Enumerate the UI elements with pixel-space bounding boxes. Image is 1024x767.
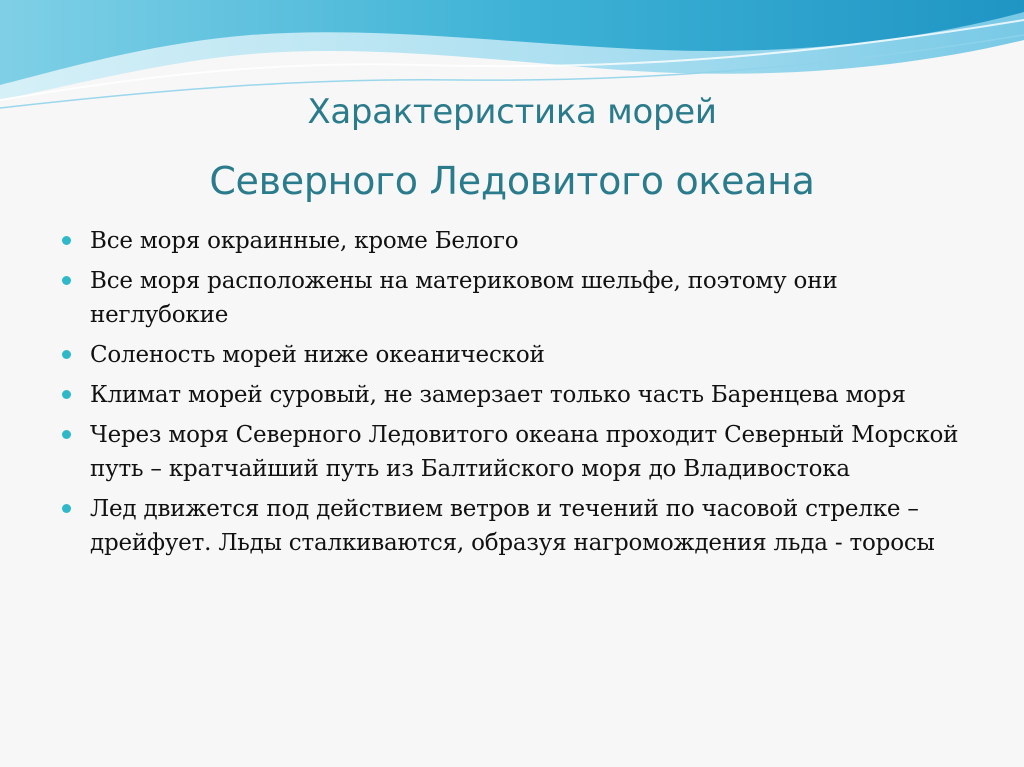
list-item-text: Соленость морей ниже океанической — [90, 342, 545, 368]
bullet-dot-icon — [62, 276, 71, 285]
title-line-1: Характеристика морей — [307, 92, 717, 132]
list-item — [62, 378, 962, 412]
list-item-text: Все моря расположены на материковом шельфе, поэтому они неглубокие — [90, 268, 838, 328]
list-item — [62, 264, 962, 332]
list-item — [62, 338, 962, 372]
list-item — [62, 418, 962, 486]
list-item-text: Климат морей суровый, не замерзает только часть Баренцева моря — [90, 382, 906, 408]
bullet-dot-icon — [62, 430, 71, 439]
list-item — [62, 224, 962, 258]
bullet-dot-icon — [62, 236, 71, 245]
bullet-dot-icon — [62, 390, 71, 399]
list-item — [62, 492, 962, 560]
list-item-text: Через моря Северного Ледовитого океана проходит Северный Морской путь – кратчайший путь из Балтийского моря до Владивостока — [90, 422, 959, 482]
bullet-list — [62, 224, 962, 566]
list-item-text: Лед движется под действием ветров и течений по часовой стрелке – дрейфует. Льды сталкиваются, образуя нагромождения льда - торосы — [90, 496, 935, 556]
title-line-2: Северного Ледовитого океана — [209, 159, 815, 203]
bullet-dot-icon — [62, 350, 71, 359]
slide-title — [0, 88, 1024, 206]
bullet-dot-icon — [62, 504, 71, 513]
list-item-text: Все моря окраинные, кроме Белого — [90, 228, 519, 254]
